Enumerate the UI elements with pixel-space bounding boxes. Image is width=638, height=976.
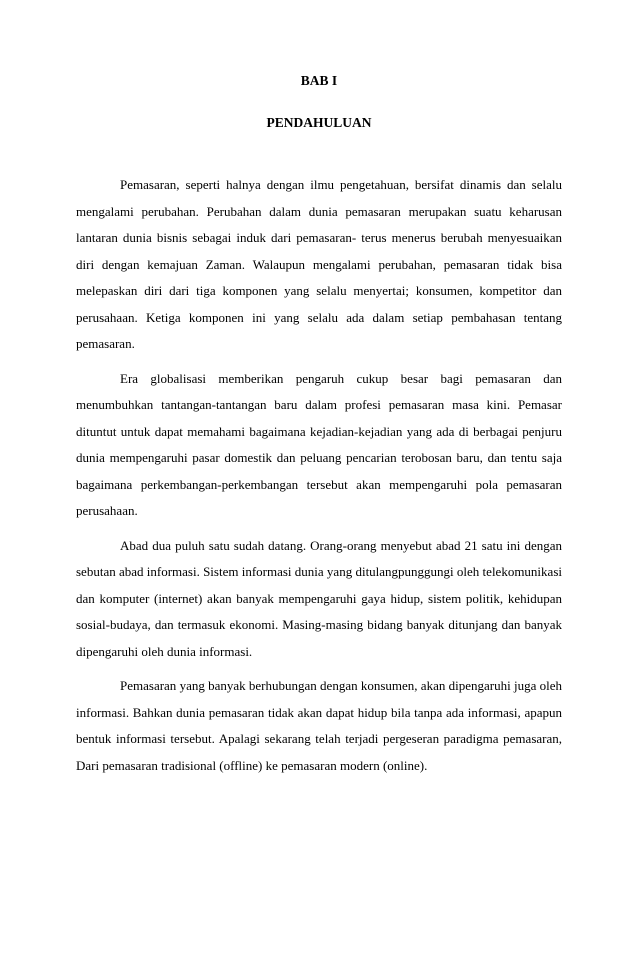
paragraph: Pemasaran, seperti halnya dengan ilmu pengetahuan, bersifat dinamis dan selalu mengalami perubahan. Perubahan dalam dunia pemasaran merupakan suatu keharusan lantaran dunia bisnis sebagai induk dari pemasaran- terus menerus berubah menyesuaikan diri dengan kemajuan Zaman. Walaupun mengalami perubahan, pemasaran tidak bisa melepaskan diri dari tiga komponen yang selalu menyertai; konsumen, kompetitor dan perusahaan. Ketiga komponen ini yang selalu ada dalam setiap pembahasan tentang pemasaran. [76,177,562,351]
paragraph: Pemasaran yang banyak berhubungan dengan konsumen, akan dipengaruhi juga oleh informasi. Bahkan dunia pemasaran tidak akan dapat hidup bila tanpa ada informasi, apapun bentuk informasi tersebut. Apalagi sekarang telah terjadi pergeseran paradigma pemasaran, Dari pemasaran tradisional (offline) ke pemasaran modern (online). [76,678,562,773]
paragraph: Era globalisasi memberikan pengaruh cukup besar bagi pemasaran dan menumbuhkan tantangan-tantangan baru dalam profesi pemasaran masa kini. Pemasar dituntut untuk dapat memahami bagaimana kejadian-kejadian yang ada di berbagai penjuru dunia mempengaruhi pasar domestik dan peluang pencarian terobosan baru, dan tentu saja bagaimana perkembangan-perkembangan tersebut akan mempengaruhi pola pemasaran perusahaan. [76,370,562,518]
chapter-title: PENDAHULUAN [266,115,372,130]
paragraph: Abad dua puluh satu sudah datang. Orang-orang menyebut abad 21 satu ini dengan sebutan abad informasi. Sistem informasi dunia yang ditulangpunggungi oleh telekomunikasi dan komputer (internet) akan banyak mempengaruhi gaya hidup, sistem politik, kehidupan sosial-budaya, dan termasuk ekonomi. Masing-masing bidang banyak ditunjang dan banyak dipengaruhi oleh dunia informasi. [76,537,562,659]
document-body [76,172,562,787]
chapter-heading: BAB I [300,73,338,88]
